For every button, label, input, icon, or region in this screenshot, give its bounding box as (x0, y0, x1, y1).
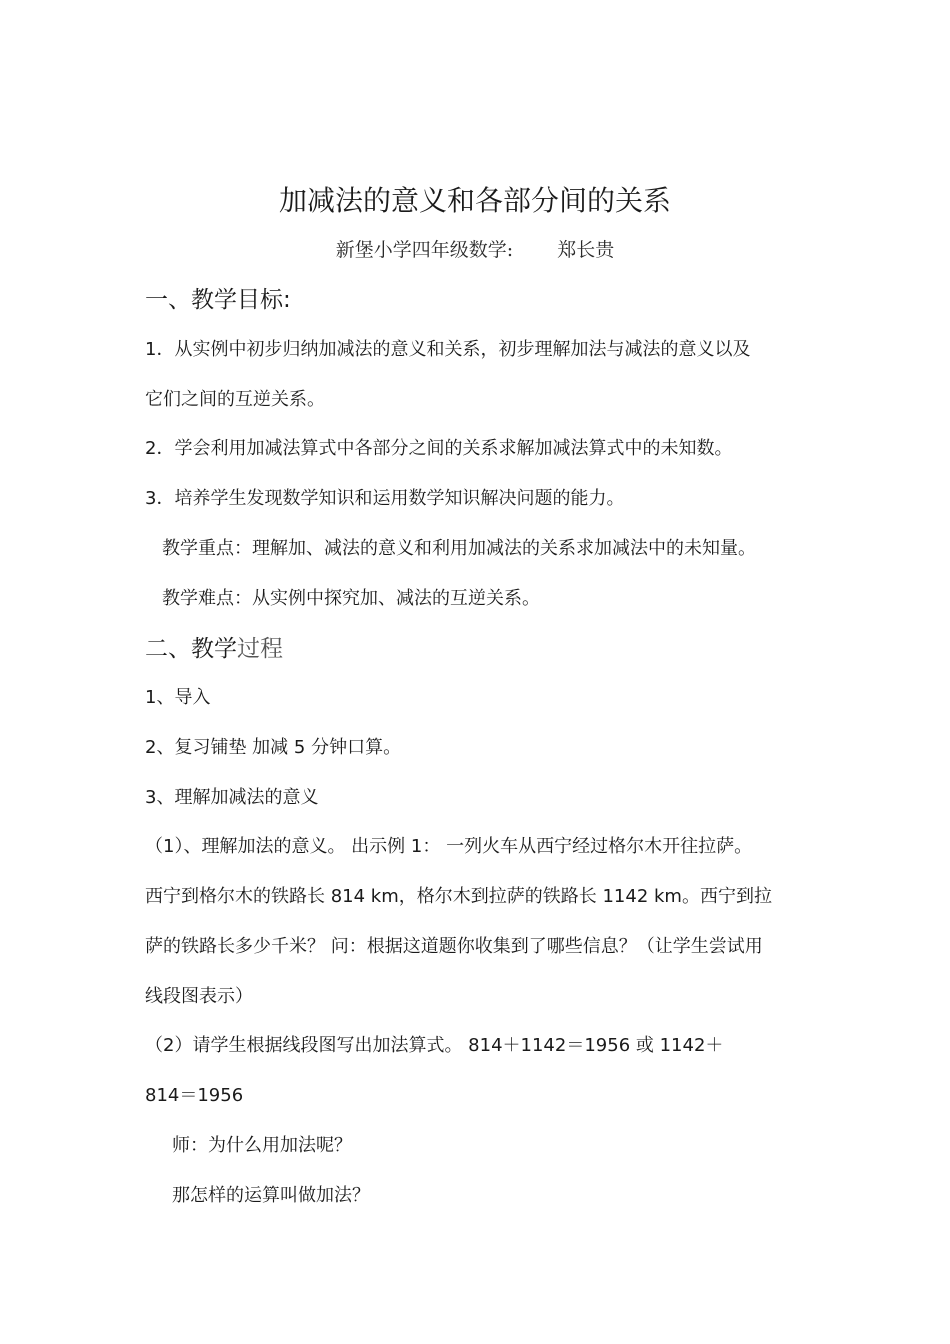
step-1: 1、导入 (145, 687, 211, 708)
step-3: 3、理解加减法的意义 (145, 787, 319, 808)
paragraph-1-line-3: 萨的铁路长多少千米？ 问：根据这道题你收集到了哪些信息？（让学生尝试用 (145, 936, 763, 957)
section-heading-process (145, 633, 815, 665)
document-title: 加减法的意义和各部分间的关系 (278, 184, 671, 217)
goal-1-line-2: 它们之间的互逆关系。 (145, 389, 325, 410)
paragraph-1-line-4: 线段图表示） (145, 986, 253, 1007)
key-point: 教学重点：理解加、减法的意义和利用加减法的关系求加减法中的未知量。 (162, 538, 756, 559)
goal-2: 2．学会利用加减法算式中各部分之间的关系求解加减法算式中的未知数。 (145, 438, 733, 459)
paragraph-1-line-2: 西宁到格尔木的铁路长 814 km，格尔木到拉萨的铁路长 1142 km。西宁到拉 (145, 886, 772, 907)
section-heading-goals: 一、教学目标: (145, 287, 291, 313)
paragraph-2-line-2: 814＝1956 (145, 1085, 244, 1106)
teacher-question-1: 师：为什么用加法呢？ (172, 1135, 352, 1156)
author-name: 郑长贵 (557, 239, 615, 261)
paragraph-2-line-1: （2）请学生根据线段图写出加法算式。 814＋1142＝1956 或 1142＋ (145, 1035, 724, 1056)
step-2: 2、复习铺垫 加减 5 分钟口算。 (145, 737, 402, 758)
difficult-point: 教学难点：从实例中探究加、减法的互逆关系。 (162, 588, 540, 609)
section-heading-process-light: 过程 (237, 636, 283, 662)
teacher-question-2: 那怎样的运算叫做加法？ (172, 1185, 370, 1206)
paragraph-1-line-1: （1）、理解加法的意义。 出示例 1： 一列火车从西宁经过格尔木开往拉萨。 (145, 836, 753, 857)
school-label: 新堡小学四年级数学: (335, 239, 514, 261)
goal-3: 3．培养学生发现数学知识和运用数学知识解决问题的能力。 (145, 488, 625, 509)
goal-1-line-1: 1．从实例中初步归纳加减法的意义和关系，初步理解加法与减法的意义以及 (145, 339, 751, 360)
author-line (0, 236, 950, 264)
section-heading-process-dark: 二、教学 (145, 636, 237, 662)
